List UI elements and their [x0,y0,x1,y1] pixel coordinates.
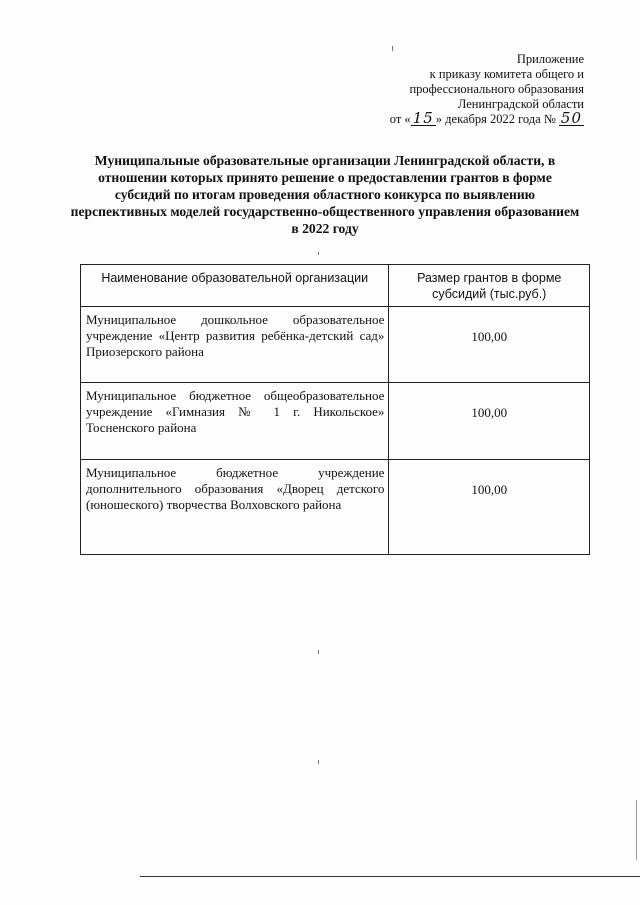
appendix-order-line: к приказу комитета общего и [429,67,584,81]
grant-amount-cell: 100,00 [389,307,590,383]
grants-table [80,264,590,555]
handwritten-order-number: 50 [560,109,582,127]
org-name-cell: Муниципальное дошкольное образовательное учреждение «Центр развития ребёнка-детский сад» Приозерского района [81,307,389,383]
table-header-row [81,265,590,307]
appendix-region-line: Ленинградской области [457,97,584,111]
header-org-name: Наименование образовательной организации [81,265,389,307]
scan-bottom-line [140,876,640,877]
scan-speck [318,650,319,654]
header-grant-amount: Размер грантов в форме субсидий (тыс.руб.) [389,265,590,307]
table-row [81,307,590,383]
table-row [81,460,590,555]
appendix-block [390,52,584,127]
org-name-cell: Муниципальное бюджетное учреждение дополнительного образования «Дворец детского (юношеского) творчества Волховского района [81,460,389,555]
grant-amount-cell: 100,00 [389,383,590,460]
appendix-date-line [389,109,584,127]
scan-edge [636,800,637,860]
handwritten-day: 15 [412,109,434,127]
org-name-cell: Муниципальное бюджетное общеобразовательное учреждение «Гимназия № 1 г. Никольское» Тосненского района [81,383,389,460]
grant-amount-cell: 100,00 [389,460,590,555]
scan-speck [318,252,319,255]
table-row [81,383,590,460]
date-prefix: от « [389,112,411,126]
date-middle: » декабря 2022 года № [435,112,556,126]
appendix-label: Приложение [516,52,584,66]
scan-speck [392,46,393,51]
scan-speck [318,760,319,764]
document-title: Муниципальные образовательные организации Ленинградской области, в отношении которых принято решение о предоставлении грантов в форме субсидий по итогам проведения областного конкурса по выявлению перспективных моделей государственно-общественного управления образованием в 2022 году [70,153,580,236]
appendix-committee-line: профессионального образования [409,82,584,96]
